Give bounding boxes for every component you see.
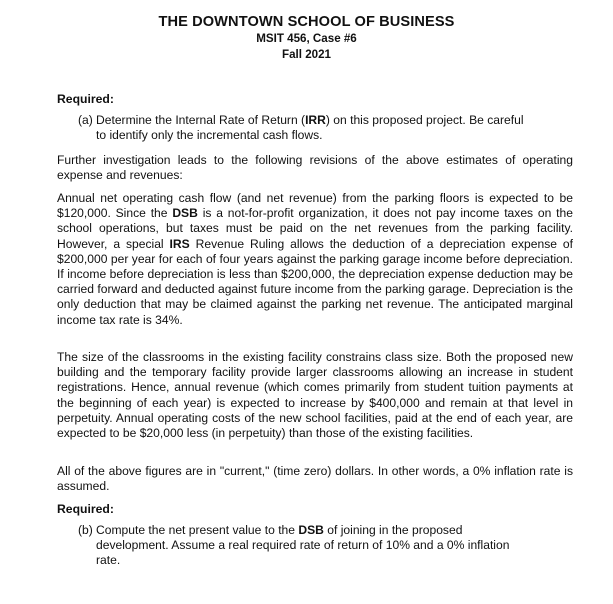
course-code: MSIT 456, Case #6 (256, 32, 357, 45)
item-b-line-2: development. Assume a real required rate of return of 10% and a 0% inflation (96, 538, 510, 553)
annual-text-3: Revenue Ruling allows the deduction of a depreciation expense of $200,000 per year for each of four years against the parking garage income before depreciation. If income before depreciation is less than $200,000, the depreciation expense deduction may be carried forward and deducted against future income from the parking garage. Depreciation is the only deduction that may be claimed against the parking net revenue. The anticipated marginal income tax rate is 34%. (57, 236, 573, 327)
item-a-text-2: ) on this proposed project. Be careful (325, 113, 524, 127)
paragraph-classrooms: The size of the classrooms in the existing facility constrains class size. Both the proposed new building and the temporary facility provide larger classrooms allowing an increase in student registrations. Hence, annual revenue (which comes primarily from student tuition payments at the beginning of each year) is expected to increase by $400,000 and remain at that level in perpetuity. Annual operating costs of the new school facilities, paid at the end of each year, are expected to be $20,000 less (in perpetuity) than those of the existing facilities. (57, 350, 573, 441)
item-b-line-1 (78, 523, 578, 538)
required-item-a (78, 113, 578, 143)
term: Fall 2021 (282, 48, 331, 61)
paragraph-annual-cash-flow (57, 191, 573, 328)
item-a-line-1 (78, 113, 578, 128)
required-item-b (78, 523, 578, 569)
item-b-text-2: of joining in the proposed (323, 523, 463, 537)
item-b-text-1: Compute the net present value to the (96, 523, 299, 537)
item-a-label: (a) (78, 113, 93, 127)
required-heading-1: Required: (57, 92, 114, 106)
annual-bold-dsb: DSB (172, 206, 198, 221)
annual-text-1: Annual net operating cash flow (and net revenue) from the parking floors is expected to be $120,000. Since the (57, 191, 573, 221)
annual-bold-irs: IRS (169, 236, 190, 251)
paragraph-current-dollars: All of the above figures are in "current," (time zero) dollars. In other words, a 0% inflation rate is assumed. (57, 464, 573, 494)
paragraph-further-investigation: Further investigation leads to the following revisions of the above estimates of operating expense and revenues: (57, 153, 573, 183)
annual-text-2: is a not-for-profit organization, it does not pay income taxes on the school operations, but taxes must be paid on the net revenues from the parking facility. However, a special (57, 206, 573, 251)
required-heading-2: Required: (57, 502, 114, 516)
item-b-line-3: rate. (96, 553, 121, 568)
item-a-bold: IRR (305, 113, 326, 127)
school-title: THE DOWNTOWN SCHOOL OF BUSINESS (158, 14, 455, 30)
document-header (0, 13, 613, 63)
item-a-line-2: to identify only the incremental cash flows. (96, 128, 323, 143)
item-b-bold: DSB (298, 523, 324, 537)
item-a-text-1: Determine the Internal Rate of Return ( (96, 113, 306, 127)
item-b-label: (b) (78, 523, 93, 537)
